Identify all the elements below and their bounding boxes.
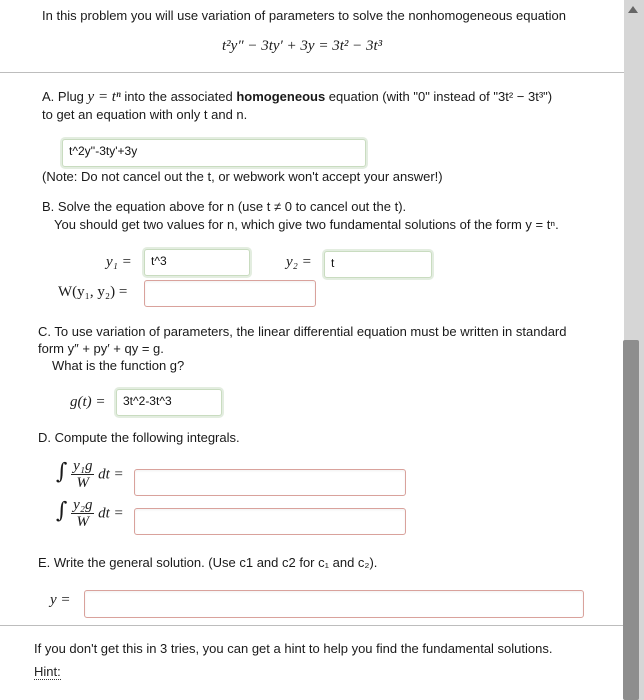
part-a-answer-input[interactable]: t^2y''-3ty'+3y	[62, 139, 366, 167]
hint-text: If you don't get this in 3 tries, you can get a hint to help you find the fundamental solutions.	[34, 641, 553, 656]
part-e-heading: E. Write the general solution. (Use c1 and c2 for c₁ and c₂).	[38, 555, 378, 570]
part-a-bold: homogeneous	[236, 89, 326, 104]
y2-input[interactable]: t	[324, 251, 432, 278]
general-solution-input[interactable]	[84, 590, 584, 618]
g-input[interactable]: 3t^2-3t^3	[116, 389, 222, 416]
y2-label: y₂ =	[286, 254, 312, 270]
dt-label: dt =	[98, 466, 124, 483]
scrollbar-thumb[interactable]	[623, 340, 639, 700]
fraction-1	[71, 459, 94, 491]
part-a-line2: to get an equation with only t and n.	[42, 107, 248, 122]
integral-2	[56, 498, 124, 530]
part-a-text-post: equation (with "0" instead of "3t² − 3t³")	[325, 89, 553, 104]
g-label: g(t) =	[70, 394, 106, 410]
y1-input[interactable]: t^3	[144, 249, 250, 276]
part-a-note: (Note: Do not cancel out the t, or webwork won't accept your answer!)	[42, 169, 443, 184]
integral-1-input[interactable]	[134, 469, 406, 496]
fraction-2-den: W	[76, 514, 90, 530]
part-a-line1	[42, 89, 552, 106]
hint-link-wrap	[34, 664, 61, 679]
integral-sign: ∫	[56, 459, 68, 485]
part-c-line1: C. To use variation of parameters, the linear differential equation must be written in standard	[38, 324, 567, 339]
fraction-1-den: W	[76, 475, 90, 491]
hint-link[interactable]: Hint:	[34, 664, 61, 679]
scroll-up-arrow-icon[interactable]	[628, 6, 638, 13]
integral-2-input[interactable]	[134, 508, 406, 535]
divider	[0, 625, 624, 626]
fraction-2-num: y₂g	[73, 497, 93, 513]
integral-1	[56, 459, 124, 491]
intro-text: In this problem you will use variation of parameters to solve the nonhomogeneous equation	[42, 8, 566, 23]
part-a-text: A. Plug	[42, 89, 88, 104]
wronskian-label: W(y₁, y₂) =	[58, 284, 128, 300]
fraction-2	[71, 498, 94, 530]
integral-sign: ∫	[56, 498, 68, 524]
part-d-heading: D. Compute the following integrals.	[38, 430, 240, 445]
part-c-line3: What is the function g?	[52, 358, 185, 373]
part-b-line2: You should get two values for n, which give two fundamental solutions of the form y = tⁿ.	[54, 217, 559, 232]
divider	[0, 72, 624, 73]
dt-label: dt =	[98, 505, 124, 522]
main-equation: t²y″ − 3ty′ + 3y = 3t² − 3t³	[222, 38, 383, 54]
wronskian-input[interactable]	[144, 280, 316, 307]
part-b-line1: B. Solve the equation above for n (use t ≠ 0 to cancel out the t).	[42, 199, 407, 214]
fraction-1-num: y₁g	[73, 458, 93, 474]
part-a-text-mid: into the associated	[120, 89, 237, 104]
y1-label: y₁ =	[106, 254, 132, 270]
part-c-line2: form y″ + py′ + qy = g.	[38, 341, 164, 356]
y-label: y =	[50, 592, 71, 608]
part-a-math: y = tⁿ	[87, 89, 121, 105]
